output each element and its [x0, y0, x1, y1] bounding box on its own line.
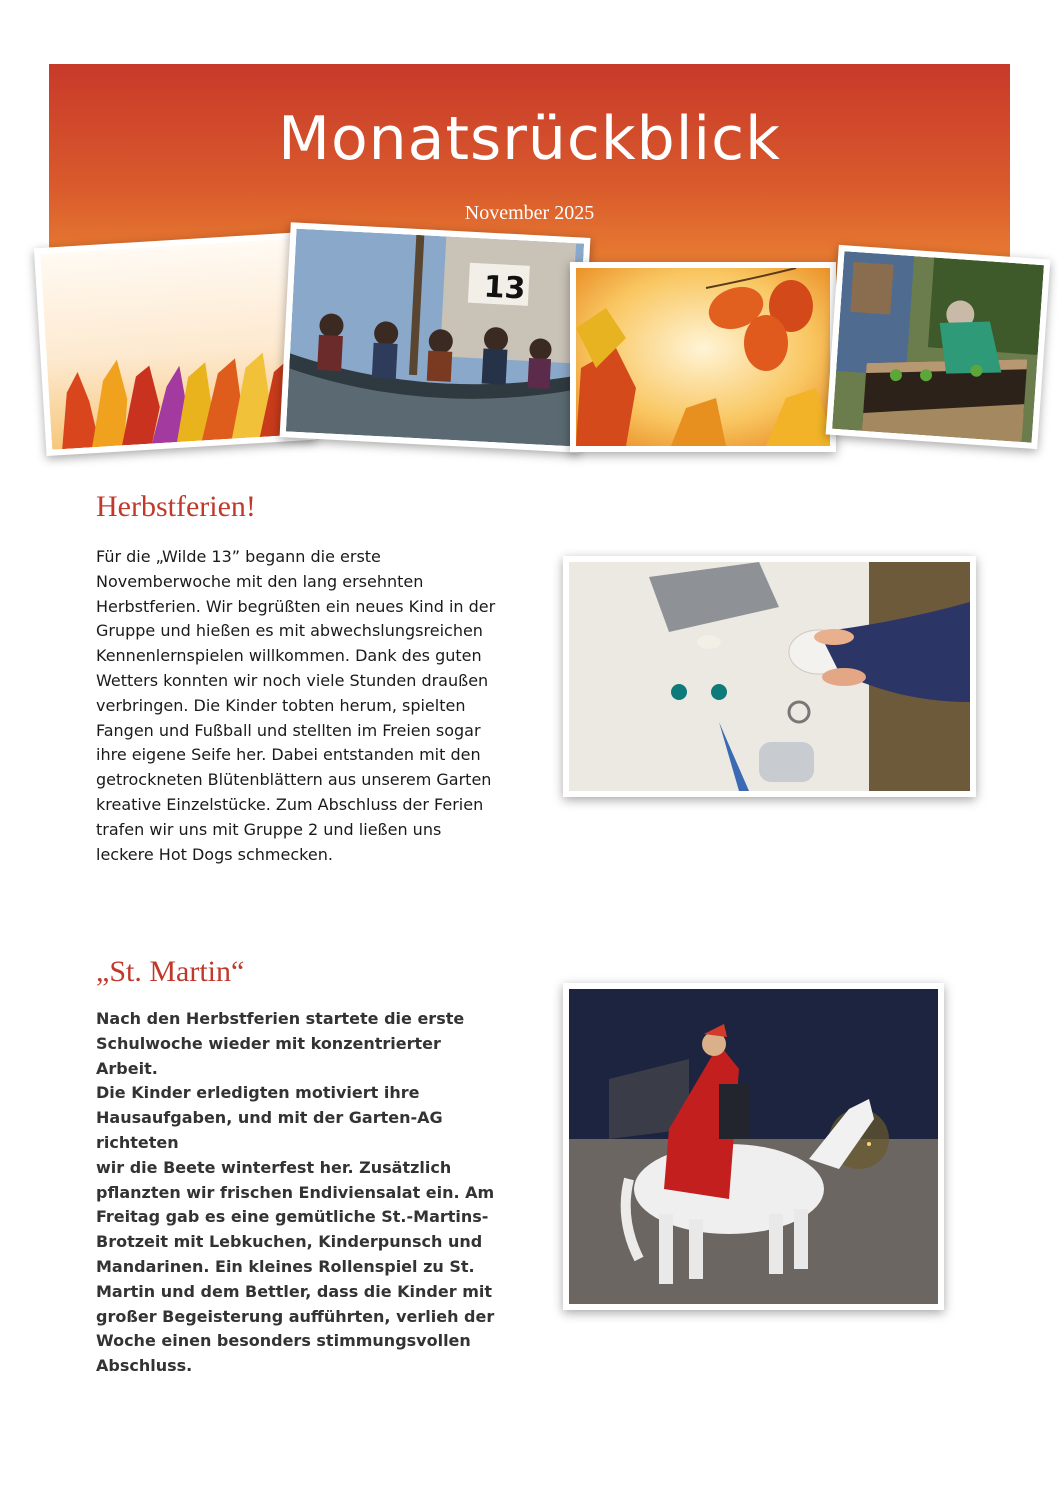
text-line: Fangen und Fußball und stellten im Freien sogar: [96, 720, 481, 740]
text-line: Schulwoche wieder mit konzentrierter Arbeit.: [96, 1033, 441, 1078]
text-line: trafen wir uns mit Gruppe 2 und ließen uns: [96, 819, 442, 839]
text-line: Martin und dem Bettler, dass die Kinder mit: [96, 1281, 492, 1301]
pirate-ship-figures-photo: [280, 222, 591, 452]
st-martin-horse-rider-photo: [563, 983, 944, 1310]
autumn-leaves-photo: [570, 262, 836, 452]
text-line: verbringen. Die Kinder tobten herum, spielten: [96, 695, 466, 715]
text-line: Gruppe und hießen es mit abwechslungsreichen: [96, 621, 483, 641]
soap-making-photo: [563, 556, 976, 797]
text-line: Freitag gab es eine gemütliche St.-Martins-: [96, 1207, 489, 1227]
text-line: pflanzten wir frischen Endiviensalat ein. Am: [96, 1182, 495, 1202]
text-line: Die Kinder erledigten motiviert ihre: [96, 1083, 420, 1103]
text-line: Hausaufgaben, und mit der Garten-AG richteten: [96, 1108, 443, 1152]
page-subtitle: November 2025: [464, 202, 595, 224]
text-line: Woche einen besonders stimmungsvollen: [96, 1331, 471, 1351]
section-text-herbstferien: [96, 545, 506, 867]
section-heading-st-martin: „St. Martin“: [96, 955, 245, 988]
autumn-leaves-border-photo: [34, 232, 316, 456]
text-line: leckere Hot Dogs schmecken.: [96, 844, 333, 864]
text-line: Abschluss.: [96, 1356, 193, 1376]
sail-number: 13: [482, 269, 527, 307]
text-line: getrockneten Blütenblättern aus unserem Garten: [96, 770, 492, 790]
page-title: Monatsrückblick: [278, 104, 781, 174]
text-line: Herbstferien. Wir begrüßten ein neues Kind in der: [96, 596, 496, 616]
text-line: Novemberwoche mit den lang ersehnten: [96, 571, 424, 591]
text-line: Mandarinen. Ein kleines Rollenspiel zu St.: [96, 1256, 475, 1276]
text-line: Brotzeit mit Lebkuchen, Kinderpunsch und: [96, 1232, 483, 1252]
text-line: kreative Einzelstücke. Zum Abschluss der Ferien: [96, 794, 484, 814]
text-line: Wetters konnten wir noch viele Stunden draußen: [96, 670, 489, 690]
text-line: Nach den Herbstferien startete die erste: [96, 1009, 465, 1028]
garden-bed-planting-photo: [826, 245, 1051, 449]
text-line: Kennenlernspielen willkommen. Dank des guten: [96, 646, 482, 666]
text-line: ihre eigene Seife her. Dabei entstanden mit den: [96, 745, 481, 765]
section-text-st-martin: [96, 1007, 506, 1379]
text-line: Für die „Wilde 13” begann die erste: [96, 547, 381, 566]
section-heading-herbstferien: Herbstferien!: [96, 490, 256, 523]
text-line: wir die Beete winterfest her. Zusätzlich: [96, 1157, 452, 1177]
text-line: großer Begeisterung aufführten, verlieh der: [96, 1306, 495, 1326]
